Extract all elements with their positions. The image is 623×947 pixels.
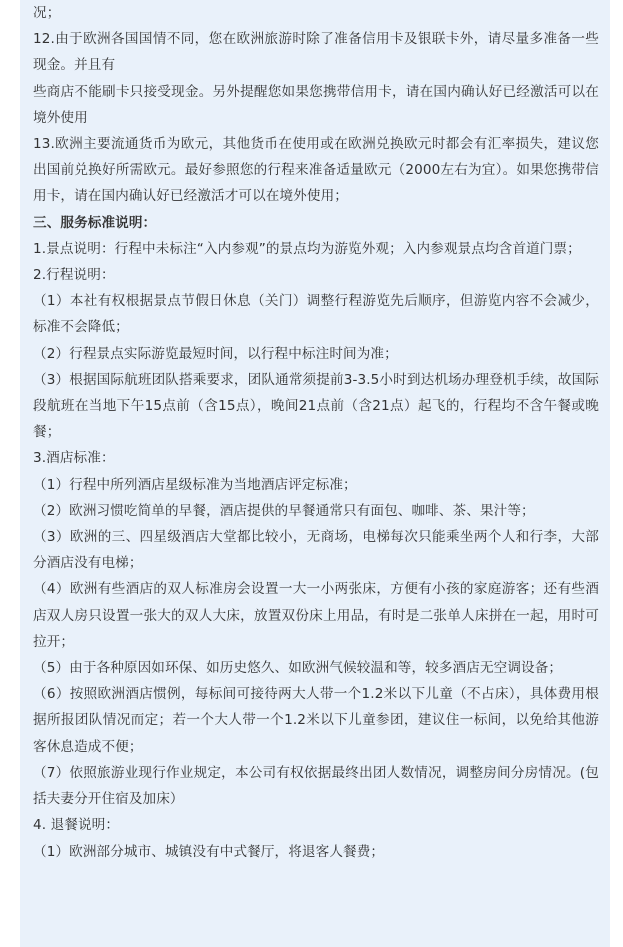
- text-line: 2.行程说明：: [33, 267, 115, 284]
- article-body: [33, 0, 599, 865]
- text-line: 1.景点说明：行程中未标注“入内参观”的景点均为游览外观；入内参观景点均含首道门票；: [33, 240, 581, 257]
- text-line: （7）依照旅游业现行作业规定，本公司有权依据最终出团人数情况，调整房间分房情况。(包括夫妻分开住宿及加床）: [33, 764, 599, 808]
- text-line: 4. 退餐说明：: [33, 817, 120, 834]
- text-line: （1）行程中所列酒店星级标准为当地酒店评定标准；: [33, 476, 357, 493]
- text-line: 13.欧洲主要流通货币为欧元，其他货币在使用或在欧洲兑换欧元时都会有汇率损失，建议您出国前兑换好所需欧元。最好参照您的行程来准备适量欧元（2000左右为宜）。如果您携带信用卡，请在国内确认好已经激活才可以在境外使用；: [33, 136, 599, 205]
- text-line: （3）欧洲的三、四星级酒店大堂都比较小，无商场，电梯每次只能乘坐两个人和行李，大部分酒店没有电梯；: [33, 529, 599, 572]
- text-line: （1）本社有权根据景点节假日休息（关门）调整行程游览先后顺序，但游览内容不会减少，标准不会降低；: [33, 293, 599, 336]
- text-line: （5）由于各种原因如环保、如历史悠久、如欧洲气候较温和等，较多酒店无空调设备；: [33, 660, 563, 677]
- text-line: （3）根据国际航班团队搭乘要求，团队通常须提前3-3.5小时到达机场办理登机手续，故国际段航班在当地下午15点前（含15点），晚间21点前（含21点）起飞的，行程均不含午餐或晚餐；: [33, 371, 599, 441]
- text-line: 3.酒店标准：: [33, 450, 115, 467]
- text-line: （6）按照欧洲酒店惯例，每标间可接待两大人带一个1.2米以下儿童（不占床），具体费用根据所报团队情况而定；若一个大人带一个1.2米以下儿童参团，建议住一标间，以免给其他游客休息造成不便；: [33, 686, 599, 755]
- text-line: （2）行程景点实际游览最短时间，以行程中标注时间为准；: [33, 345, 398, 362]
- text-line: 况；: [33, 5, 61, 21]
- text-line: （4）欧洲有些酒店的双人标准房会设置一大一小两张床，方便有小孩的家庭游客；还有些酒店双人房只设置一张大的双人大床，放置双份床上用品，有时是二张单人床拼在一起，用时可拉开；: [33, 581, 599, 650]
- text-line: （2）欧洲习惯吃简单的早餐，酒店提供的早餐通常只有面包、咖啡、茶、果汁等；: [33, 502, 535, 519]
- text-line: 些商店不能刷卡只接受现金。另外提醒您如果您携带信用卡，请在国内确认好已经激活可以在境外使用: [33, 83, 599, 126]
- section-heading: 三、服务标准说明：: [33, 214, 157, 231]
- text-line: （1）欧洲部分城市、城镇没有中式餐厅，将退客人餐费；: [33, 843, 385, 860]
- text-line: 12.由于欧洲各国国情不同，您在欧洲旅游时除了准备信用卡及银联卡外，请尽量多准备一些现金。并且有: [33, 31, 599, 74]
